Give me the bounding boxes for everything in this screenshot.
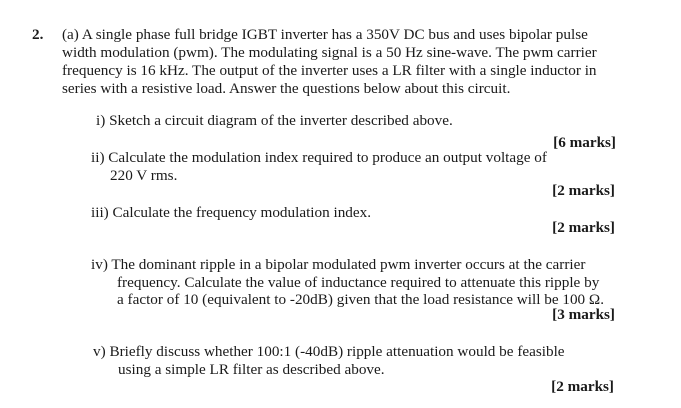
part-v-marks: [2 marks] <box>551 378 614 395</box>
part-ii-marks: [2 marks] <box>552 182 615 199</box>
part-iv-text: iv) The dominant ripple in a bipolar modulated pwm inverter occurs at the carrier <box>91 256 586 273</box>
part-iii-text: iii) Calculate the frequency modulation index. <box>91 204 372 221</box>
part-iv-marks: [3 marks] <box>552 306 615 323</box>
part-iv-text-cont: a factor of 10 (equivalent to -20dB) given that the load resistance will be 100 Ω. <box>117 291 605 308</box>
question-number: 2. <box>32 26 44 43</box>
part-ii-text-cont: 220 V rms. <box>110 167 178 184</box>
part-iv-text-cont: frequency. Calculate the value of inductance required to attenuate this ripple by <box>117 274 600 291</box>
part-v-text-cont: using a simple LR filter as described above. <box>118 361 385 378</box>
part-i-marks: [6 marks] <box>553 134 616 151</box>
intro-line: frequency is 16 kHz. The output of the inverter uses a LR filter with a single inductor in <box>62 62 597 79</box>
intro-line: (a) A single phase full bridge IGBT inverter has a 350V DC bus and uses bipolar pulse <box>62 26 588 43</box>
part-iii-marks: [2 marks] <box>552 219 615 236</box>
intro-line: width modulation (pwm). The modulating signal is a 50 Hz sine-wave. The pwm carrier <box>62 44 597 61</box>
part-i-text: i) Sketch a circuit diagram of the inverter described above. <box>96 112 453 129</box>
question-intro <box>62 26 622 98</box>
intro-line: series with a resistive load. Answer the questions below about this circuit. <box>62 80 511 97</box>
part-v-text: v) Briefly discuss whether 100:1 (-40dB) ripple attenuation would be feasible <box>93 343 565 360</box>
part-ii-text: ii) Calculate the modulation index required to produce an output voltage of <box>91 149 547 166</box>
